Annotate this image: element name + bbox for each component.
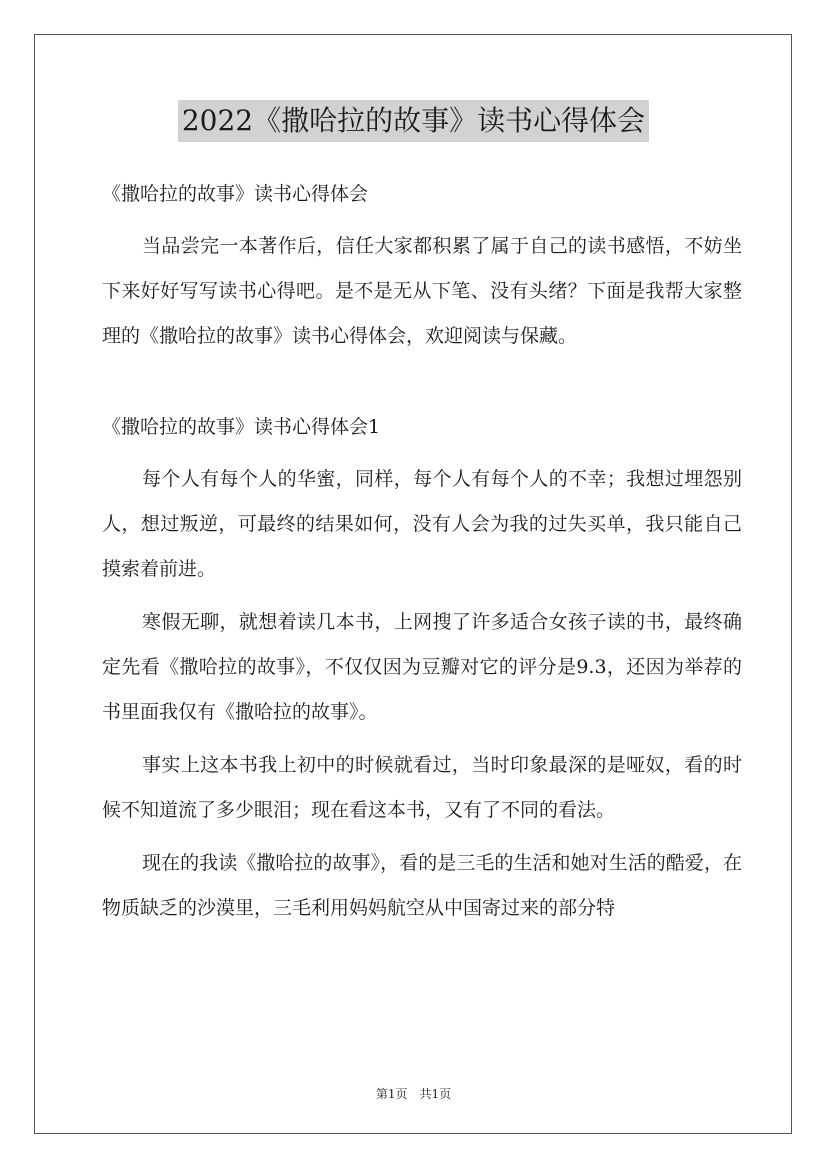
spacer xyxy=(102,359,742,405)
body-paragraph: 每个人有每个人的华蜜，同样，每个人有每个人的不幸；我想过埋怨别人，想过叛逆，可最终的结果如何，没有人会为我的过失买单，我只能自己摸索着前进。 xyxy=(102,468,742,580)
intro-paragraph: 当品尝完一本著作后，信任大家都积累了属于自己的读书感悟，不妨坐下来好好写写读书心得吧。是不是无从下笔、没有头绪？下面是我帮大家整理的《撒哈拉的故事》读书心得体会，欢迎阅读与保藏。 xyxy=(102,235,742,347)
body-paragraph: 寒假无聊，就想着读几本书，上网搜了许多适合女孩子读的书，最终确定先看《撒哈拉的故事》，不仅仅因为豆瓣对它的评分是9.3，还因为举荐的书里面我仅有《撒哈拉的故事》。 xyxy=(102,611,742,723)
body-paragraph: 现在的我读《撒哈拉的故事》，看的是三毛的生活和她对生活的酷爱，在物质缺乏的沙漠里，三毛利用妈妈航空从中国寄过来的部分特 xyxy=(102,852,742,919)
spacer xyxy=(102,216,742,224)
document-title: 2022《撒哈拉的故事》读书心得体会 xyxy=(178,100,649,142)
page-footer xyxy=(0,1085,827,1102)
document-subtitle: 《撒哈拉的故事》读书心得体会 xyxy=(102,183,369,205)
spacer xyxy=(102,449,742,457)
spacer xyxy=(102,735,742,743)
spacer xyxy=(102,833,742,841)
section-heading: 《撒哈拉的故事》读书心得体会1 xyxy=(102,416,381,438)
spacer xyxy=(102,592,742,600)
document-body xyxy=(102,172,742,931)
title-container xyxy=(0,100,827,142)
page-number: 第1页 共1页 xyxy=(375,1087,452,1101)
body-paragraph: 事实上这本书我上初中的时候就看过，当时印象最深的是哑奴，看的时候不知道流了多少眼泪；现在看这本书，又有了不同的看法。 xyxy=(102,754,742,821)
